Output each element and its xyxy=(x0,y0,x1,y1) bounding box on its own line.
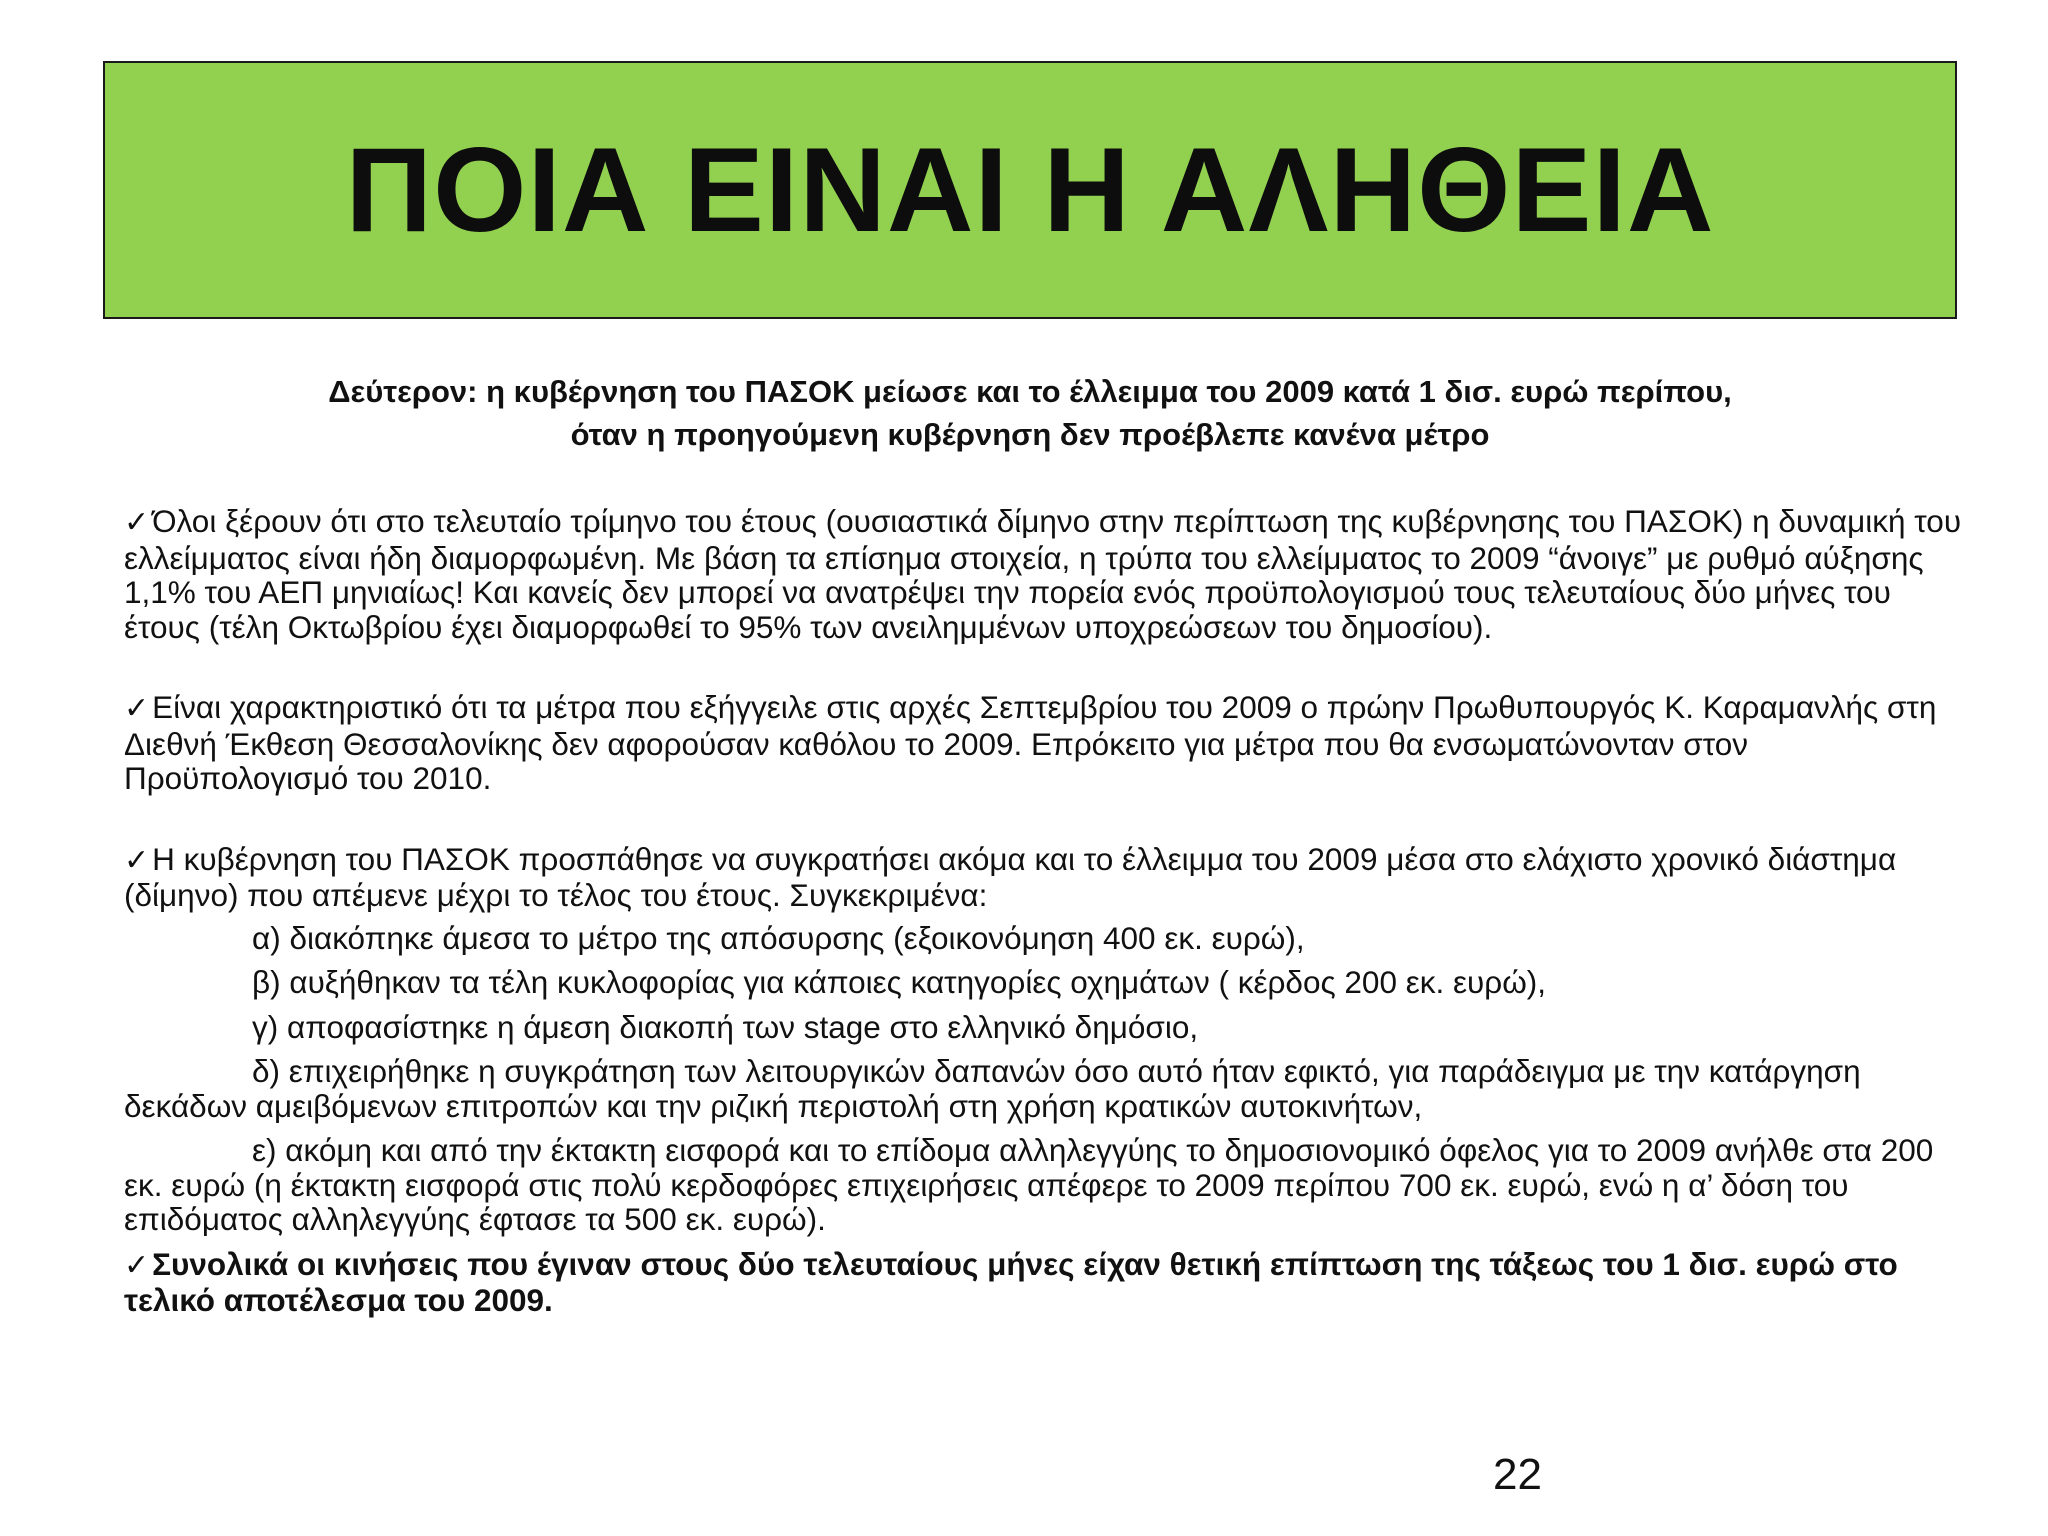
subtitle-line-2: όταν η προηγούμενη κυβέρνηση δεν προέβλεπε κανένα μέτρο xyxy=(570,417,1490,452)
list-item: γ) αποφασίστηκε η άμεση διακοπή των stage στο ελληνικό δημόσιο, xyxy=(252,1008,1199,1045)
list-item: ε) ακόμη και από την έκτακτη εισφορά και το επίδομα αλληλεγγύης το δημοσιονομικό όφελος για το 2009 ανήλθε στα 200 εκ. ευρώ (η έκτακτη εισφορά στις πολύ κερδοφόρες επιχειρήσεις απέφερε το 2009 περίπου 700 εκ. ευρώ, ενώ η α’ δόση του επιδόματος αλληλεγγύης έφτασε τα 500 εκ. ευρώ). xyxy=(124,1132,1934,1237)
slide-subtitle xyxy=(120,370,1940,456)
checkmark-icon: ✓ xyxy=(124,1248,150,1282)
paragraph-2-text: Είναι χαρακτηριστικό ότι τα μέτρα που εξήγγειλε στις αρχές Σεπτεμβρίου του 2009 ο πρώην Πρωθυπουργός Κ. Καραμανλής στη Διεθνή Έκθεση Θεσσαλονίκης δεν αφορούσαν καθόλου το 2009. Επρόκειτο για μέτρα που θα ενσωματώνονταν στον Προϋπολογισμό του 2010. xyxy=(124,689,1937,796)
checkmark-icon: ✓ xyxy=(124,843,150,877)
measures-list xyxy=(124,921,1964,1237)
slide-body xyxy=(124,504,1964,1318)
paragraph-4-text: Συνολικά οι κινήσεις που έγιναν στους δύο τελευταίους μήνες είχαν θετική επίπτωση της τάξεως του 1 δισ. ευρώ στο τελικό αποτέλεσμα του 2009. xyxy=(124,1245,1898,1318)
paragraph-1-text: Όλοι ξέρουν ότι στο τελευταίο τρίμηνο του έτους (ουσιαστικά δίμηνο στην περίπτωση της κυβέρνησης του ΠΑΣΟΚ) η δυναμική του ελλείμματος είναι ήδη διαμορφωμένη. Με βάση τα επίσημα στοιχεία, η τρύπα του ελλείμματος το 2009 “άνοιγε” με ρυθμό αύξησης 1,1% του ΑΕΠ μηνιαίως! Και κανείς δεν μπορεί να ανατρέψει την πορεία ενός προϋπολογισμού τους τελευταίους δύο μήνες του έτους (τέλη Οκτωβρίου έχει διαμορφωθεί το 95% των ανειλημμένων υποχρεώσεων του δημοσίου). xyxy=(124,503,1962,645)
list-item: α) διακόπηκε άμεσα το μέτρο της απόσυρσης (εξοικονόμηση 400 εκ. ευρώ), xyxy=(252,919,1305,956)
list-item: δ) επιχειρήθηκε η συγκράτηση των λειτουργικών δαπανών όσο αυτό ήταν εφικτό, για παράδειγμα με την κατάργηση δεκάδων αμειβόμενων επιτροπών και την ριζική περιστολή στη χρήση κρατικών αυτοκινήτων, xyxy=(124,1053,1861,1124)
title-banner xyxy=(103,61,1957,319)
spacer xyxy=(124,796,1964,842)
bullet-paragraph-1 xyxy=(124,504,1964,644)
checkmark-icon: ✓ xyxy=(124,506,150,539)
bullet-paragraph-4 xyxy=(124,1247,1964,1318)
list-item: β) αυξήθηκαν τα τέλη κυκλοφορίας για κάποιες κατηγορίες οχημάτων ( κέρδος 200 εκ. ευρώ), xyxy=(252,964,1547,1000)
subtitle-line-1: Δεύτερον: η κυβέρνηση του ΠΑΣΟΚ μείωσε και το έλλειμμα του 2009 κατά 1 δισ. ευρώ περίπου, xyxy=(328,374,1732,409)
checkmark-icon: ✓ xyxy=(124,692,150,725)
slide-title: ΠΟΙΑ ΕΙΝΑΙ Η ΑΛΗΘΕΙΑ xyxy=(345,123,1715,257)
bullet-paragraph-2 xyxy=(124,690,1964,796)
spacer xyxy=(124,644,1964,690)
page-number: 22 xyxy=(1493,1450,1542,1499)
paragraph-3-text: Η κυβέρνηση του ΠΑΣΟΚ προσπάθησε να συγκρατήσει ακόμα και το έλλειμμα του 2009 μέσα στο ελάχιστο χρονικό διάστημα (δίμηνο) που απέμενε μέχρι το τέλος του έτους. Συγκεκριμένα: xyxy=(124,840,1897,913)
bullet-paragraph-3 xyxy=(124,842,1964,913)
